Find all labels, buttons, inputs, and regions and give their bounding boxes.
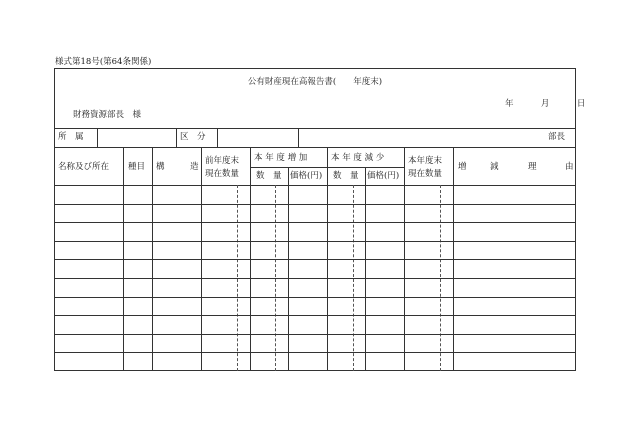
table-cell[interactable] [153, 316, 200, 333]
header-structure-1: 構 [156, 162, 165, 172]
header-reason-2: 減 [490, 162, 499, 172]
form-number-label: 様式第18号(第64条関係) [55, 57, 152, 67]
table-cell[interactable] [454, 316, 575, 333]
table-cell[interactable] [202, 353, 249, 370]
table-cell[interactable] [124, 223, 151, 240]
affiliation-label: 所 属 [58, 132, 84, 142]
bucho-label: 部長 [548, 132, 566, 142]
table-cell[interactable] [153, 205, 200, 222]
divider-kubun-left [176, 128, 177, 147]
table-cell[interactable] [153, 353, 200, 370]
table-cell[interactable] [289, 205, 326, 222]
header-decrease: 本 年 度 減 少 [331, 153, 385, 163]
table-cell[interactable] [405, 353, 452, 370]
table-cell[interactable] [153, 186, 200, 203]
table-cell[interactable] [251, 335, 287, 352]
table-cell[interactable] [405, 279, 452, 296]
header-decrease-price: 価格(円) [367, 171, 400, 181]
header-name-location: 名称及び所在 [58, 162, 110, 172]
table-cell[interactable] [405, 298, 452, 315]
table-cell[interactable] [124, 260, 151, 277]
table-cell[interactable] [366, 242, 403, 259]
table-cell[interactable] [124, 205, 151, 222]
table-cell[interactable] [405, 223, 452, 240]
table-cell[interactable] [405, 205, 452, 222]
divider-affiliation-top [54, 128, 576, 129]
table-cell[interactable] [405, 260, 452, 277]
header-increase-qty: 数 量 [256, 171, 282, 181]
table-cell[interactable] [328, 279, 364, 296]
table-cell[interactable] [55, 205, 122, 222]
table-cell[interactable] [251, 316, 287, 333]
date-line [505, 100, 585, 109]
table-cell[interactable] [251, 260, 287, 277]
table-cell[interactable] [202, 279, 249, 296]
table-cell[interactable] [454, 279, 575, 296]
table-cell[interactable] [153, 279, 200, 296]
table-cell[interactable] [124, 279, 151, 296]
header-prev-year-1: 前年度末 [205, 156, 240, 166]
table-cell[interactable] [55, 186, 122, 203]
divider-kubun-field-end [298, 128, 299, 147]
table-cell[interactable] [454, 298, 575, 315]
table-cell[interactable] [251, 223, 287, 240]
table-cell[interactable] [202, 223, 249, 240]
table-cell[interactable] [366, 260, 403, 277]
table-cell[interactable] [202, 316, 249, 333]
affiliation-field[interactable] [98, 130, 175, 146]
table-cell[interactable] [454, 242, 575, 259]
table-cell[interactable] [454, 186, 575, 203]
table-cell[interactable] [289, 223, 326, 240]
date-day-label: 日 [576, 99, 586, 109]
table-cell[interactable] [153, 242, 200, 259]
table-cell[interactable] [289, 335, 326, 352]
table-cell[interactable] [405, 316, 452, 333]
header-reason-3: 理 [528, 162, 537, 172]
date-year-label: 年 [505, 99, 514, 109]
table-cell[interactable] [202, 298, 249, 315]
table-cell[interactable] [124, 353, 151, 370]
table-cell[interactable] [251, 186, 287, 203]
table-cell[interactable] [328, 316, 364, 333]
table-cell[interactable] [366, 279, 403, 296]
table-cell[interactable] [366, 316, 403, 333]
table-cell[interactable] [454, 223, 575, 240]
table-cell[interactable] [328, 242, 364, 259]
table-cell[interactable] [328, 353, 364, 370]
table-cell[interactable] [251, 242, 287, 259]
table-cell[interactable] [454, 260, 575, 277]
table-cell[interactable] [405, 242, 452, 259]
table-cell[interactable] [153, 223, 200, 240]
table-cell[interactable] [251, 205, 287, 222]
table-cell[interactable] [289, 242, 326, 259]
table-cell[interactable] [124, 242, 151, 259]
table-cell[interactable] [55, 260, 122, 277]
table-cell[interactable] [289, 353, 326, 370]
table-cell[interactable] [366, 186, 403, 203]
table-cell[interactable] [328, 335, 364, 352]
table-cell[interactable] [153, 335, 200, 352]
table-cell[interactable] [202, 335, 249, 352]
table-cell[interactable] [202, 260, 249, 277]
table-cell[interactable] [328, 223, 364, 240]
table-cell[interactable] [251, 298, 287, 315]
table-cell[interactable] [328, 298, 364, 315]
table-cell[interactable] [289, 316, 326, 333]
table-cell[interactable] [153, 298, 200, 315]
table-cell[interactable] [55, 353, 122, 370]
table-cell[interactable] [55, 279, 122, 296]
table-cell[interactable] [124, 298, 151, 315]
table-cell[interactable] [366, 223, 403, 240]
table-cell[interactable] [366, 298, 403, 315]
table-cell[interactable] [202, 205, 249, 222]
table-cell[interactable] [366, 353, 403, 370]
header-reason-1: 増 [458, 162, 467, 172]
table-cell[interactable] [366, 205, 403, 222]
table-cell[interactable] [328, 205, 364, 222]
header-structure-2: 造 [190, 162, 199, 172]
table-cell[interactable] [454, 205, 575, 222]
date-month-label: 月 [540, 99, 550, 109]
table-cell[interactable] [55, 298, 122, 315]
table-cell[interactable] [454, 353, 575, 370]
table-cell[interactable] [289, 186, 326, 203]
table-cell[interactable] [153, 260, 200, 277]
report-title: 公有財産現在高報告書( 年度末) [247, 77, 383, 87]
table-cell[interactable] [55, 335, 122, 352]
table-cell[interactable] [202, 242, 249, 259]
kubun-label: 区 分 [180, 132, 206, 142]
table-cell[interactable] [454, 335, 575, 352]
table-cell[interactable] [405, 186, 452, 203]
table-cell[interactable] [202, 186, 249, 203]
table-cell[interactable] [328, 260, 364, 277]
header-reason-4: 由 [565, 162, 574, 172]
header-prev-year-2: 現在数量 [205, 169, 240, 179]
header-decrease-qty: 数 量 [333, 171, 359, 181]
table-cell[interactable] [251, 353, 287, 370]
header-current-1: 本年度末 [408, 156, 443, 166]
header-increase: 本 年 度 増 加 [254, 153, 308, 163]
table-cell[interactable] [124, 316, 151, 333]
table-cell[interactable] [55, 242, 122, 259]
table-cell[interactable] [55, 223, 122, 240]
table-cell[interactable] [124, 335, 151, 352]
table-cell[interactable] [405, 335, 452, 352]
header-current-2: 現在数量 [408, 169, 443, 179]
table-cell[interactable] [328, 186, 364, 203]
table-cell[interactable] [366, 335, 403, 352]
table-cell[interactable] [289, 298, 326, 315]
table-cell[interactable] [251, 279, 287, 296]
table-cell[interactable] [289, 260, 326, 277]
header-category: 種目 [128, 162, 146, 172]
table-cell[interactable] [124, 186, 151, 203]
kubun-field[interactable] [218, 130, 297, 146]
header-increase-price: 価格(円) [290, 171, 323, 181]
table-cell[interactable] [55, 316, 122, 333]
divider-affiliation-bottom [54, 147, 576, 148]
addressee: 財務資源部長 様 [73, 110, 142, 120]
table-cell[interactable] [289, 279, 326, 296]
